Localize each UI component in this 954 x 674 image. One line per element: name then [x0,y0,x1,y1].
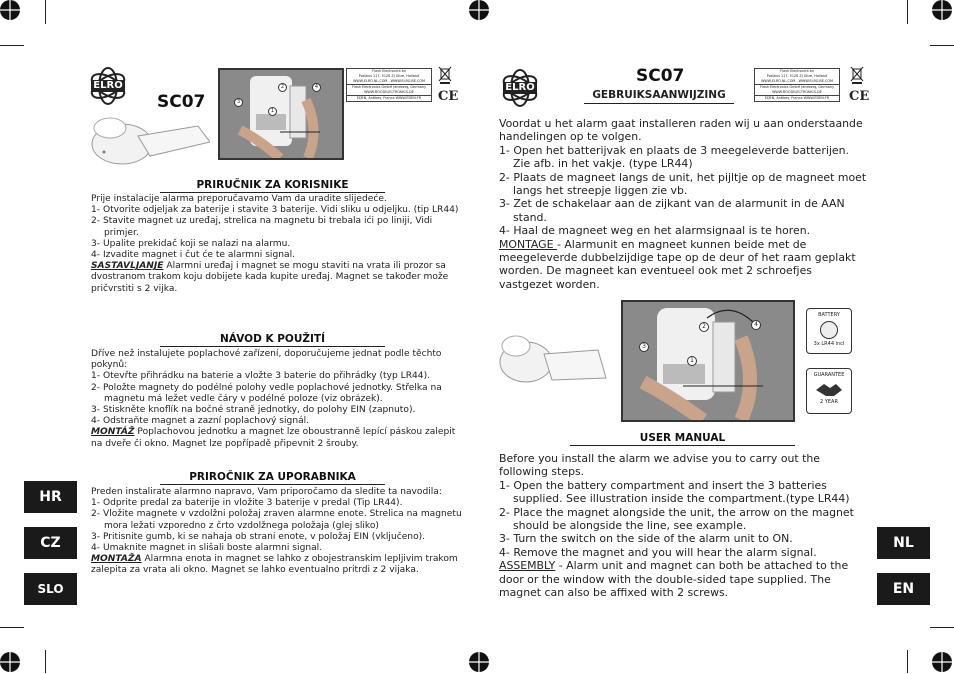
nl-text: Voordat u het alarm gaat installeren raden wij u aan onderstaande handelingen op te volgen. 1- Open het batterijvak en plaats de 3 meegeleverde batterijen. Zie afb. in het vakje. (type LR44) 2- Plaats de magneet langs de unit, het pijltje op de magneet moet langs het streepje liggen zie vb. 3- Zet de schakelaar aan de zijkant van de alarmunit in de AAN stand. 4- Haal de magneet weg en het alarmsignaal is te horen. MONTAGE - Alarmunit en magneet kunnen beide met de meegeleverde dubbelzijdige tape op de deur of het raam geplakt worden. De magneet kan eventueel ook met 2 schroefjes vastgezet worden. [499,117,867,291]
weee-bin-icon [438,66,452,84]
ce-mark-icon: CE [849,89,870,104]
slo-text: Preden instalirate alarmno napravo, Vam priporočamo da sledite ta navodila: 1- Odprite predal za baterije in vložite 3 baterije v predal (Tip LR44). 2- Vložite magnete v vzdolžni položaj zraven alarmne enote. Strelica na magnetu mora ležati vzporedno z črto vzdolžnega položaja (glej sliko) 3- Pritisnite gumb, ki se nahaja ob strani enote, v položaj EIN (vključeno). 4- Umaknite magnet in slišali boste alarmni signal. MONTAŽA Alarmna enota in magnet se lahko z obojestranskim lepljivim trakom zalepita za vrata ali okno. Magnet se lahko eventualno pritrdi z 2 vijaka. [91,487,462,576]
cz-text: Dříve než instalujete poplachové zařízení, doporučujeme jednat podle těchto pokynů: 1- Otevřte přihrádku na baterie a vložte 3 baterie do přihrádky (typ LR44). 2- Položte magnety do podélné polohy vedle poplachové jednotky. Střelka na magnetu má ležet vedle čáry v podélné poloze (viz obrázek). 3- Stiskněte knoflík na bočné straně jednotky, do polohy EIN (zapnuto). 4- Odstraňte magnet a zazní poplachový signál. MONTÁŽ Poplachovou jednotku a magnet lze oboustranně lepící páskou zalepit na dveře či okno. Magnet lze popřípadě připevnit 2 šrouby. [91,349,456,449]
battery-badge: BATTERY 3x LR44 incl [806,308,852,354]
hr-title: PRIRUČNIK ZA KORISNIKE [160,179,385,193]
tab-en: EN [877,573,930,605]
callout-4: 4 [312,83,321,92]
model-title: SC07 [636,66,685,86]
battery-icon [820,321,838,339]
registration-mark-icon [467,650,487,670]
en-title: USER MANUAL [570,432,795,446]
elro-logo [500,68,540,108]
model-title: SC07 [157,92,206,112]
address-box: Flash Electronics bv Postbus 117, 5126 ZJ Gilze, Holland WWW.ELRO.NL.COM - WWW.ELRO.BE.COM Flash Electronics GmbH Jeneberg, Germany WWW.ROCSELECTRONICS.DE EDEN, Antibes, France WWW.EDEN.FR [346,68,432,102]
trim-line [907,650,908,673]
callout-2: 2 [278,83,287,92]
guarantee-badge: GUARANTEE 2 YEAR [806,368,852,414]
callout-1: 1 [268,107,277,116]
registration-mark-icon [930,650,950,670]
trim-line [45,650,46,673]
registration-mark-icon [930,0,950,18]
weee-bin-icon [850,66,864,84]
installation-photo [621,300,795,422]
tab-slo: SLO [24,573,77,605]
callout-3: 3 [234,98,243,107]
address-box: Flash Electronics bv Postbus 117, 5126 ZJ Gilze, Holland WWW.ELRO.NL.COM - WWW.ELRO.BE.COM Flash Electronics GmbH Jeneberg, Germany WWW.ROCSELECTRONICS.DE EDEN, Antibes, France WWW.EDEN.FR [754,68,840,102]
callout-3: 3 [639,342,649,352]
elro-logo [88,66,128,106]
cz-title: NÁVOD K POUŽITÍ [160,333,385,347]
registration-mark-icon [467,0,487,18]
trim-line [0,627,24,628]
hr-text: Prije instalacije alarma preporučavamo Vam da uradite slijedeće. 1- Otvorite odjeljak za baterije i stavite 3 baterije. Vidi sliku u odjeljku. (tip LR44) 2- Stavite magnet uz uređaj, strelica na magnetu bi trebala ići po liniji, Vidi primjer. 3- Upalite prekidač koji se nalazi na alarmu. 4- Izvadite magnet i čut će te alarmni signal. SASTAVLJANJE Alarmni uređaj i magnet se mogu staviti na vrata ili prozor sa dvostranom trakom koju dobijete kada kupite uređaj. Magnet se također može pričvrstiti s 2 vijka. [91,194,459,294]
logo-text: ELRO [93,80,123,91]
ce-mark-icon: CE [438,89,459,104]
trim-line [0,45,24,46]
trim-line [930,627,954,628]
product-illustration [88,108,210,168]
logo-text: ELRO [505,82,535,93]
trim-line [907,0,908,24]
callout-4: 4 [751,320,761,330]
handshake-icon [814,380,844,398]
subtitle: GEBRUIKSAANWIJZING [584,89,734,104]
installation-photo [218,68,344,160]
tab-cz: CZ [24,527,77,559]
trim-line [930,45,954,46]
trim-line [45,0,46,24]
callout-1: 1 [687,356,697,366]
en-text: Before you install the alarm we advise you to carry out the following steps. 1- Open the battery compartment and insert the 3 batteries supplied. See illustration inside the compartment.(type LR44) 2- Place the magnet alongside the unit, the arrow on the magnet should be alongside the line, see example. 3- Turn the switch on the side of the alarm unit to ON. 4- Remove the magnet and you will hear the alarm signal. ASSEMBLY - Alarm unit and magnet can both be attached to the door or the window with the double-sided tape supplied. The magnet can also be affixed with 2 screws. [499,452,854,600]
slo-title: PRIROČNIK ZA UPORABNIKA [160,471,385,485]
callout-2: 2 [699,322,709,332]
tab-nl: NL [877,527,930,559]
registration-mark-icon [0,650,18,670]
registration-mark-icon [0,0,18,18]
tab-hr: HR [24,481,77,513]
product-illustration [498,328,608,386]
